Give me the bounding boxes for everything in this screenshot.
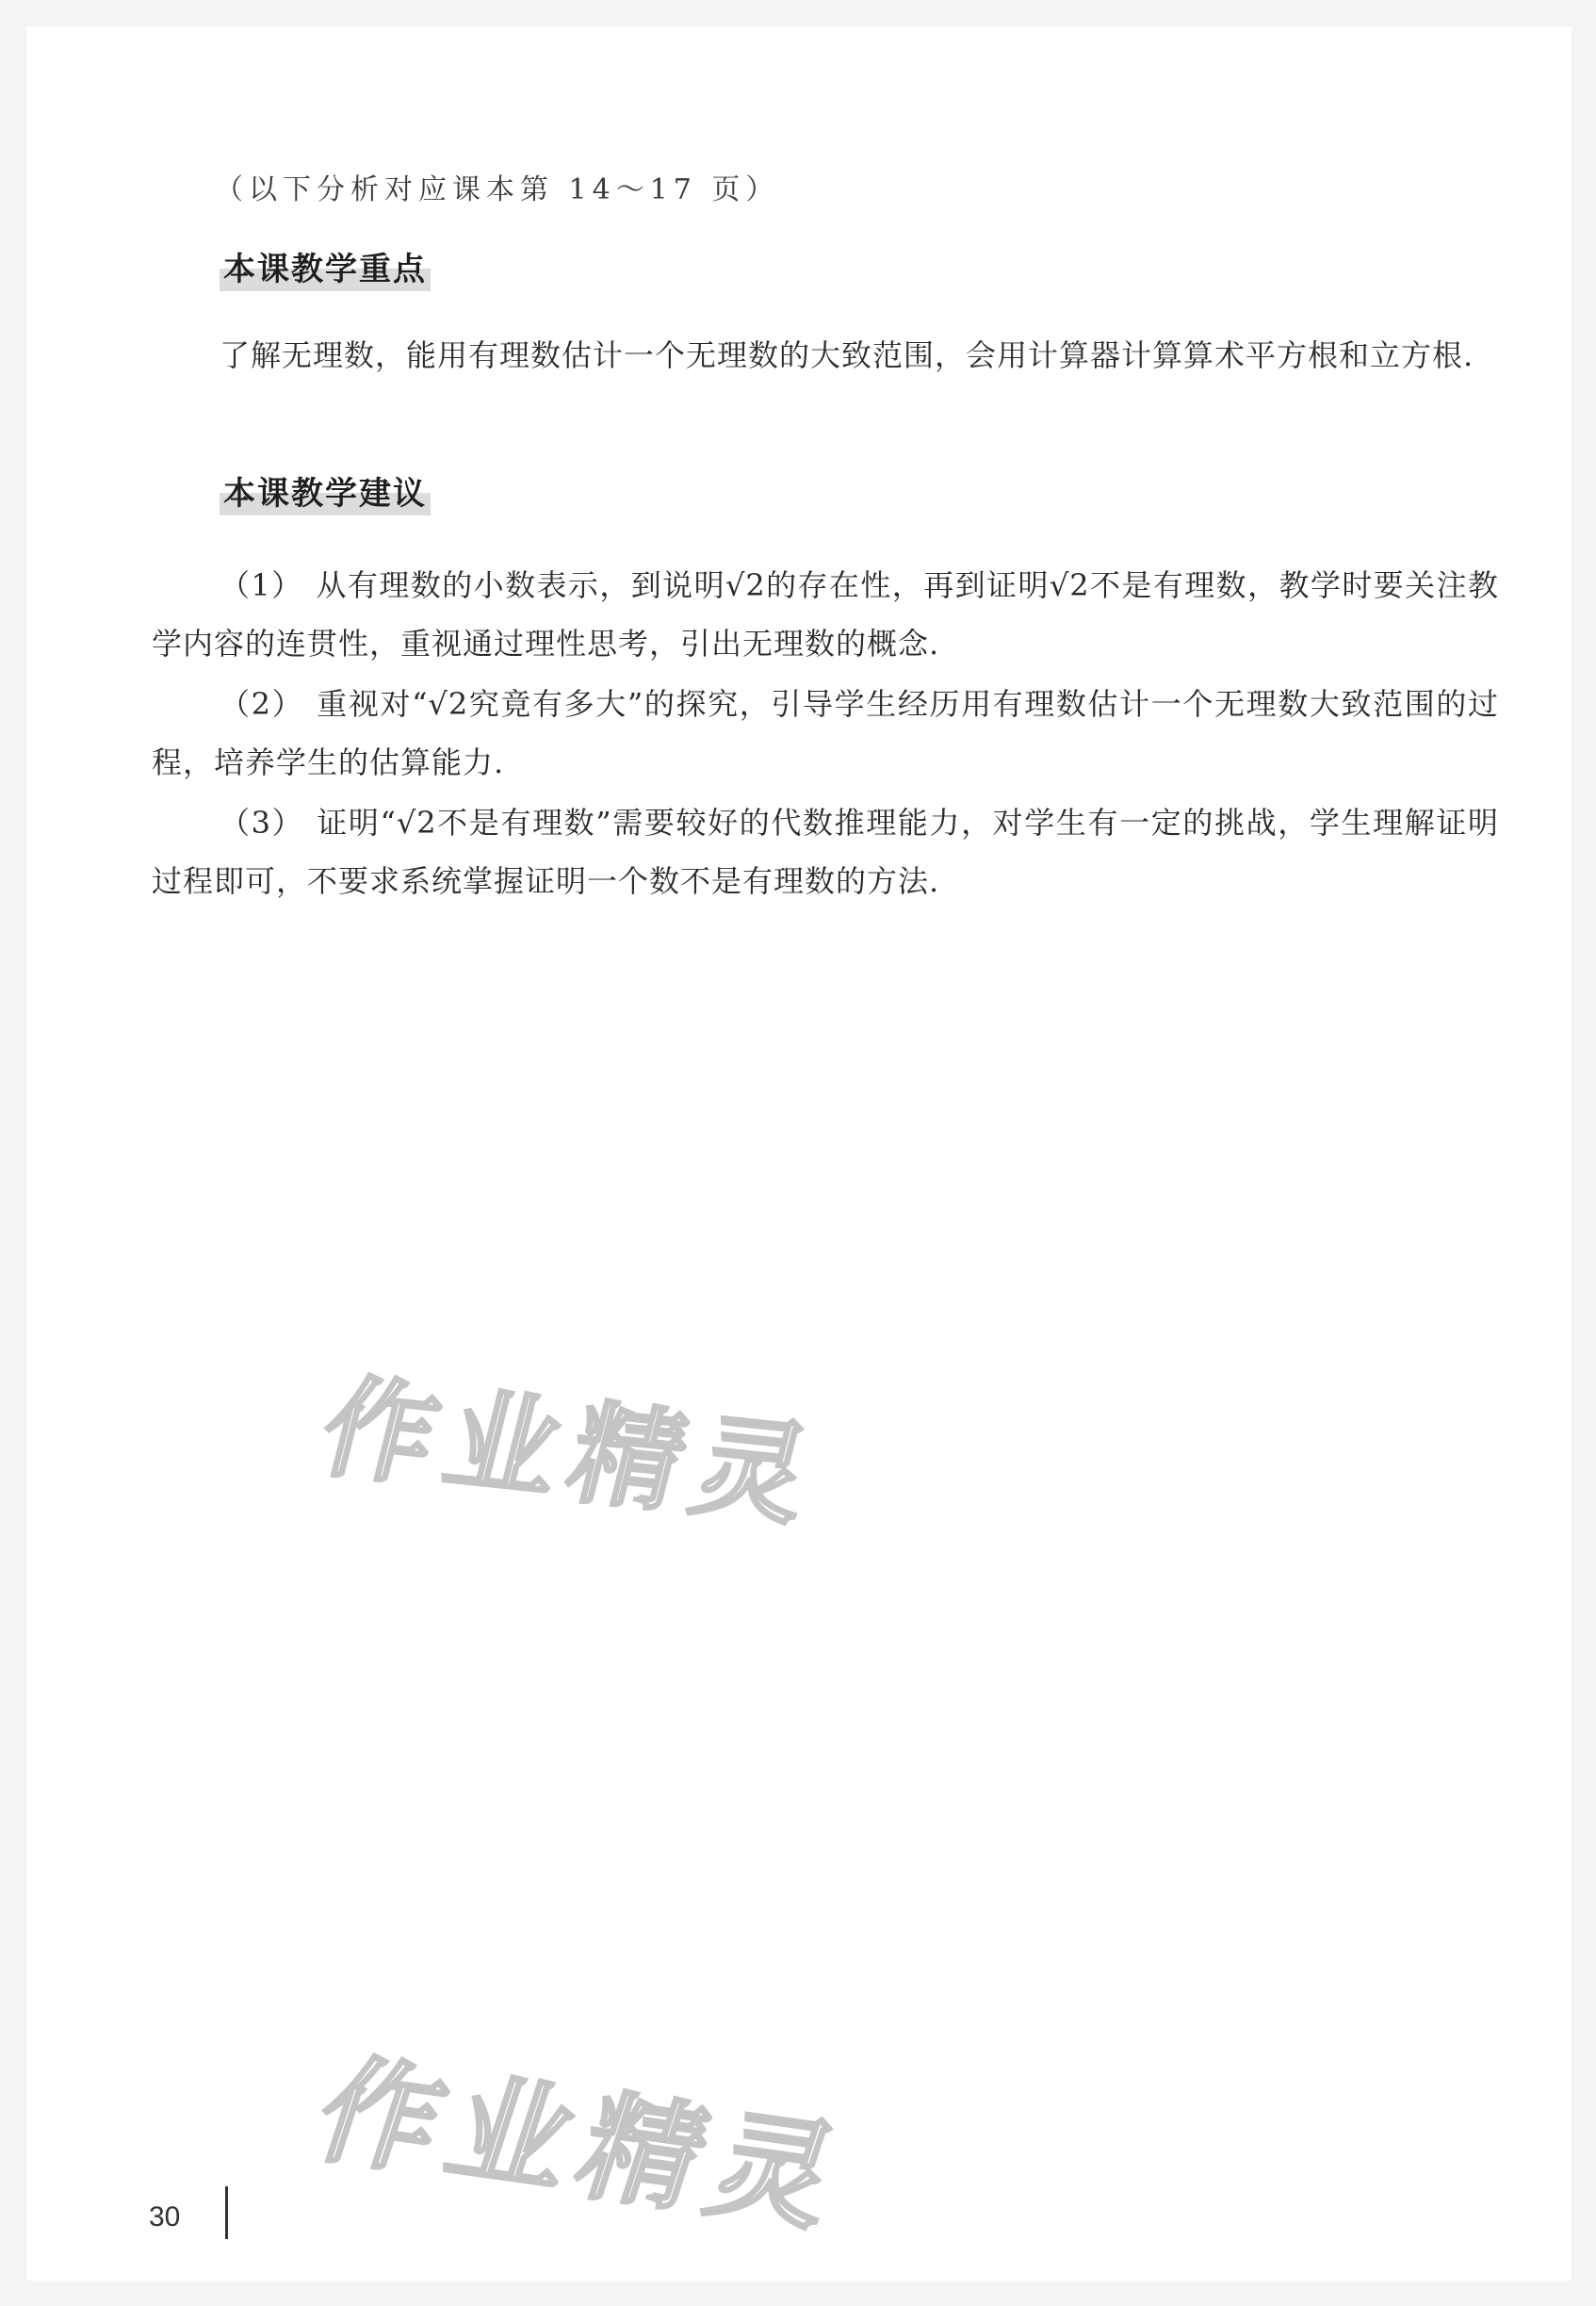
suggestion-item — [152, 793, 1499, 910]
suggestion-number: （3） — [220, 805, 304, 841]
page-number-divider — [225, 2186, 228, 2239]
teaching-focus-paragraph: 了解无理数，能用有理数估计一个无理数的大致范围，会用计算器计算算术平方根和立方根. — [220, 337, 1474, 373]
suggestion-item — [152, 556, 1499, 673]
textbook-reference: （以下分析对应课本第 14～17 页） — [215, 173, 780, 206]
suggestion-text: 重视对“√2究竟有多大”的探究，引导学生经历用有理数估计一个无理数大致范围的过程，培养学生的估算能力. — [152, 686, 1499, 780]
suggestion-text: 证明“√2不是有理数”需要较好的代数推理能力，对学生有一定的挑战，学生理解证明过程即可，不要求系统掌握证明一个数不是有理数的方法. — [152, 805, 1499, 899]
suggestion-item — [152, 675, 1499, 792]
document-page — [26, 26, 1572, 2281]
watermark-logo: 作业精灵 — [309, 1362, 836, 1543]
page-number: 30 — [149, 2201, 181, 2232]
suggestion-text: 从有理数的小数表示，到说明√2的存在性，再到证明√2不是有理数，教学时要关注教学内容的连贯性，重视通过理性思考，引出无理数的概念. — [152, 567, 1499, 662]
heading-teaching-focus: 本课教学重点 — [220, 241, 431, 291]
watermark-logo: 作业精灵 — [301, 2041, 868, 2249]
suggestion-number: （2） — [220, 686, 304, 722]
heading-teaching-suggestions: 本课教学建议 — [220, 466, 431, 515]
suggestion-number: （1） — [220, 567, 303, 603]
